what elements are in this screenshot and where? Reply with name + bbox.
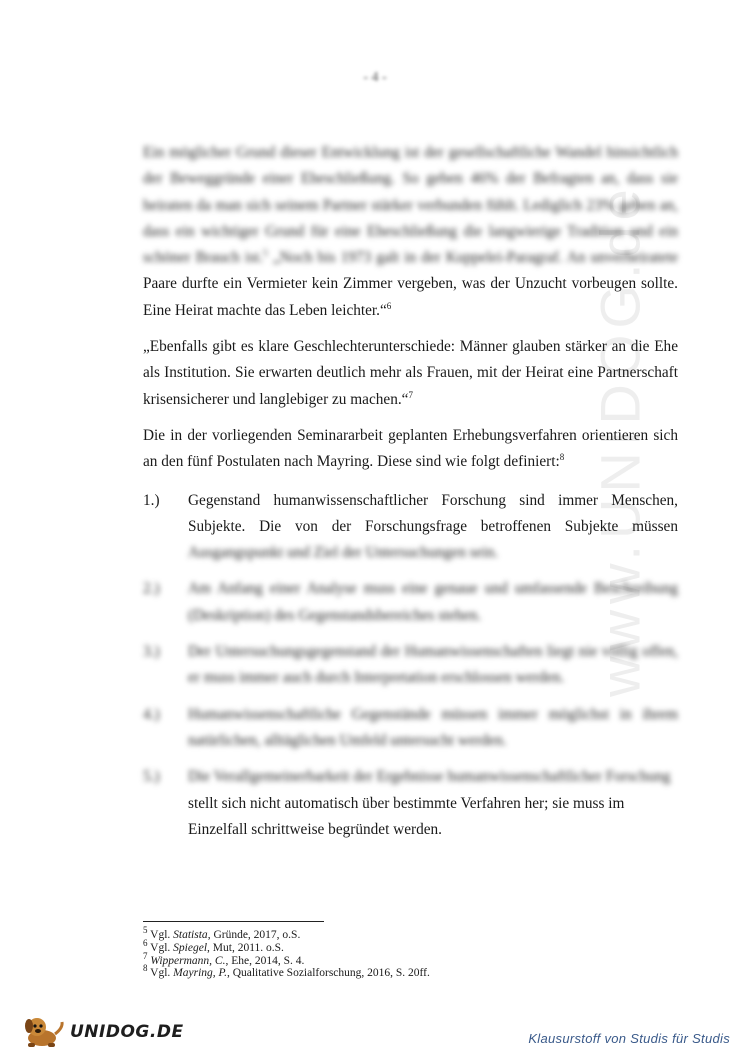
visible-text: Paare durfte ein Vermieter kein Zimmer vergeben, was der Unzucht vorbeugen sollte. Eine Heirat machte das Leben leichter.“: [143, 275, 678, 319]
list-number: 1.): [143, 491, 160, 509]
footnote-divider: [143, 921, 324, 922]
blurred-text: Ausgangspunkt und Ziel der Untersuchungen sein.: [188, 544, 499, 562]
blurred-text: Die Verallgemeinerbarkeit der Ergebnisse humanwissenschaftlicher Forschung: [188, 768, 671, 786]
footnote: $^5$ Vgl. Statista, Gründe, 2017, o.S.: [143, 925, 301, 941]
list-item: [143, 576, 678, 629]
list-text: stellt sich nicht automatisch über bestimmte Verfahren her; sie muss im: [188, 794, 625, 812]
paragraph-2: „Ebenfalls gibt es klare Geschlechterunterschiede: Männer glauben stärker an die Ehe als Institution. Sie erwarten deutlich mehr als Frauen, mit der Heirat eine Partnerschaft krisensicherer und langlebiger zu machen.“$^7$: [143, 338, 678, 408]
list-number: 5.): [143, 768, 160, 786]
tagline: Klausurstoff von Studis für Studis: [528, 1031, 730, 1046]
footnote-ref: 6: [386, 300, 392, 311]
page-number: - 4 -: [363, 70, 387, 85]
footnote: $^6$ Vgl. Spiegel, Mut, 2011. o.S.: [143, 937, 284, 954]
list-item: [143, 639, 678, 692]
list-text: Humanwissenschaftliche Gegenstände müssen immer möglichst in ihrem natürlichen, alltäglichen Umfeld untersucht werden.: [188, 705, 678, 749]
document-body: [143, 140, 678, 843]
postulate-list: [143, 488, 678, 844]
footnotes: [143, 925, 683, 980]
list-item: [143, 488, 678, 567]
unidog-logo: [20, 1014, 184, 1048]
footnote-ref: 5: [263, 248, 268, 259]
list-number: 3.): [143, 643, 160, 661]
paragraph-1: [143, 140, 678, 324]
footnote: $^7$ Wippermann, C., Ehe, 2014, S. 4.: [143, 950, 305, 967]
list-number: 2.): [143, 580, 160, 598]
blurred-text: Ein möglicher Grund dieser Entwicklung ist der gesellschaftliche Wandel hinsichtlich der Beweggründe einer Eheschließung. So geben 46% der Befragten an, dass sie heiraten da man sich seinem Partner stärker verbunden fühlt. Lediglich 23% geben an, dass ein wichtiger Grund für eine Eheschließung die langwierige Tradition und ein schöner Brauch ist.$^5$ „Noch bis 1973 galt in der Kuppelei-Paragraf. An unverheiratete: [143, 144, 678, 267]
list-number: 4.): [143, 705, 160, 723]
list-text: Am Anfang einer Analyse muss eine genaue und umfassende Beschreibung (Deskription) des Gegenstandsbereiches stehen.: [188, 580, 678, 624]
list-text: Einzelfall schrittweise begründet werden.: [188, 820, 442, 838]
footnote-ref: 8: [559, 452, 565, 463]
logo-text: UNIDOG.DE: [70, 1022, 184, 1042]
list-item: [143, 702, 678, 755]
list-text: Der Untersuchungsgegenstand der Humanwissenschaften liegt nie völlig offen, er muss immer auch durch Interpretation erschlossen werden.: [188, 643, 678, 687]
dog-icon: [20, 1014, 66, 1048]
list-item: [143, 764, 678, 843]
footnote: $^8$ Vgl. Mayring, P., Qualitative Sozialforschung, 2016, S. 20ff.: [143, 963, 430, 980]
watermark-text: www.UNIDOG.de: [588, 183, 652, 697]
paragraph-3: Die in der vorliegenden Seminararbeit geplanten Erhebungsverfahren orientieren sich an den fünf Postulaten nach Mayring. Diese sind wie folgt definiert:$^8$: [143, 426, 678, 471]
list-text: Gegenstand humanwissenschaftlicher Forschung sind immer Menschen, Subjekte. Die von der Forschungsfrage betroffenen Subjekte müssen: [188, 491, 678, 535]
footnote-ref: 7: [408, 389, 413, 400]
